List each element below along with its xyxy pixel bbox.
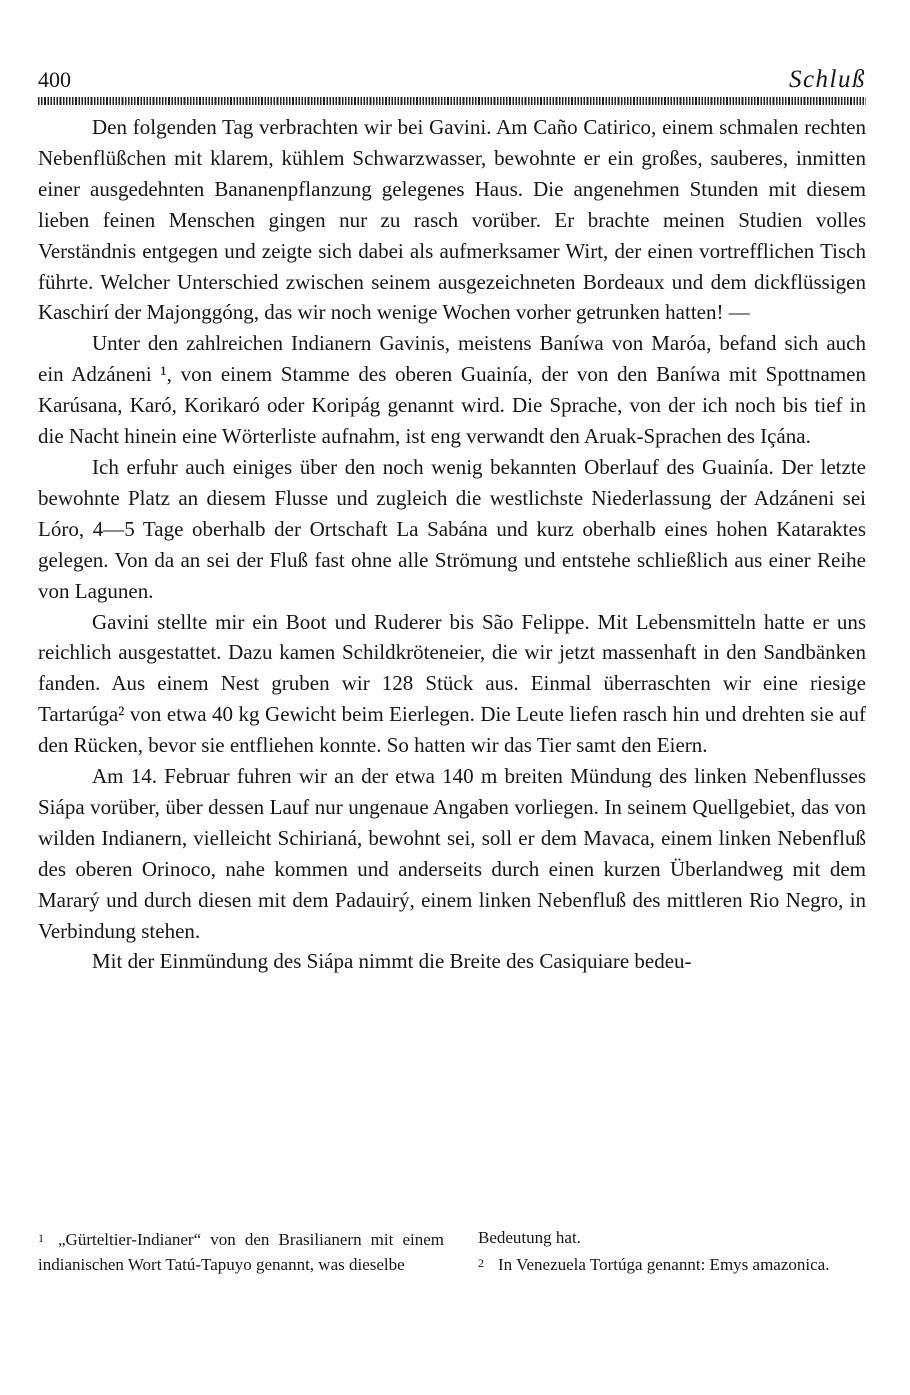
footnote-mark: 1 — [38, 1231, 44, 1245]
paragraph: Unter den zahlreichen Indianern Gavinis, meistens Baníwa von Maróa, befand sich auch ein Adzáneni ¹, von einem Stamme des oberen Guainía, der von den Baníwa mit Spottnamen Karúsana, Karó, Korikaró oder Koripág genannt wird. Die Sprache, von der ich noch bis tief in die Nacht hinein eine Wörterliste aufnahm, ist eng verwandt den Aruak-Sprachen des Içána. — [38, 331, 866, 449]
footnote-column-left — [38, 1226, 444, 1278]
footnote-column-right — [478, 1226, 866, 1278]
paragraph: Mit der Einmündung des Siápa nimmt die Breite des Casiquiare bedeu- — [92, 949, 692, 974]
header-rule — [38, 97, 866, 105]
paragraph: Am 14. Februar fuhren wir an der etwa 140 m breiten Mündung des linken Nebenflusses Siápa vorüber, über dessen Lauf nur ungenaue Angaben vorliegen. In seinem Quellgebiet, das von wilden Indianern, vielleicht Schirianá, bewohnt sei, soll er dem Mavaca, einem linken Nebenfluß des oberen Orinoco, nahe kommen und anderseits durch einen kurzen Überlandweg mit dem Mararý und durch diesen mit dem Padauirý, einem linken Nebenfluß des mittleren Rio Negro, in Verbindung stehen. — [38, 764, 866, 943]
footnote-text: Bedeutung hat. — [478, 1228, 581, 1247]
running-head: Schluß — [788, 66, 866, 93]
paragraph: Den folgenden Tag verbrachten wir bei Gavini. Am Caño Catirico, einem schmalen rechten Nebenflüßchen mit klarem, kühlem Schwarzwasser, bewohnte er ein großes, sauberes, inmitten einer ausgedehnten Bananenpflanzung gelegenes Haus. Die angenehmen Stunden mit diesem lieben feinen Menschen gingen nur zu rasch vorüber. Er brachte meinen Studien volles Verständnis entgegen und zeigte sich dabei als aufmerksamer Wirt, der einen vortrefflichen Tisch führte. Welcher Unterschied zwischen seinem ausgezeichneten Bordeaux und dem dickflüssigen Kaschirí der Majonggóng, das wir noch wenige Wochen vorher getrunken hatten! — — [38, 115, 866, 325]
paragraph: Gavini stellte mir ein Boot und Ruderer bis São Felippe. Mit Lebensmitteln hatte er uns reichlich ausgestattet. Dazu kamen Schildkröteneier, die wir jetzt massenhaft in den Sandbänken fanden. Aus einem Nest gruben wir 128 Stück aus. Einmal überraschten wir eine riesige Tartarúga² von etwa 40 kg Gewicht beim Eierlegen. Die Leute liefen rasch hin und drehten sie auf den Rücken, bevor sie entfliehen konnte. So hatten wir das Tier samt den Eiern. — [38, 609, 866, 758]
footnote-text: In Venezuela Tortúga genannt: Emys amazonica. — [498, 1254, 830, 1274]
page-number: 400 — [38, 67, 71, 92]
footnote — [38, 1226, 444, 1278]
footnote-text: „Gürteltier-Indianer“ von den Brasilianern mit einem indianischen Wort Tatú-Tapuyo genannt, was dieselbe — [38, 1230, 444, 1274]
footnotes — [38, 1226, 866, 1278]
footnote-continuation — [478, 1226, 866, 1251]
page-header — [38, 66, 866, 94]
paragraph: Ich erfuhr auch einiges über den noch wenig bekannten Oberlauf des Guainía. Der letzte bewohnte Platz an diesem Flusse und zugleich die westlichste Niederlassung der Adzáneni sei Lóro, 4—5 Tage oberhalb der Ortschaft La Sabána und kurz oberhalb eines hohen Kataraktes gelegen. Von da an sei der Fluß fast ohne alle Strömung und entstehe schließlich aus einer Reihe von Lagunen. — [38, 454, 866, 603]
footnote-mark: 2 — [478, 1255, 484, 1270]
body-text — [38, 112, 866, 977]
footnote — [478, 1251, 866, 1278]
